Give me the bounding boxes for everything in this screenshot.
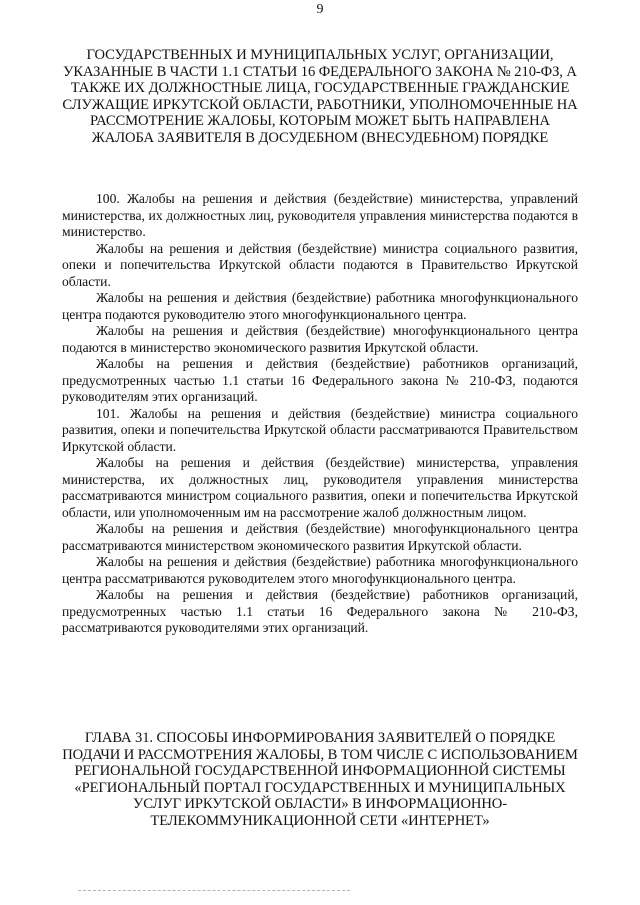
chapter-heading: ГЛАВА 31. СПОСОБЫ ИНФОРМИРОВАНИЯ ЗАЯВИТЕЛЕЙ О ПОРЯДКЕ ПОДАЧИ И РАССМОТРЕНИЯ ЖАЛОБЫ, В ТОМ ЧИСЛЕ С ИСПОЛЬЗОВАНИЕМ РЕГИОНАЛЬНОЙ ГОСУДАРСТВЕННОЙ ИНФОРМАЦИОННОЙ СИСТЕМЫ «РЕГИОНАЛЬНЫЙ ПОРТАЛ ГОСУДАРСТВЕННЫХ И МУНИЦИПАЛЬНЫХ УСЛУГ ИРКУТСКОЙ ОБЛАСТИ» В ИНФОРМАЦИОННО-ТЕЛЕКОММУНИКАЦИОННОЙ СЕТИ «ИНТЕРНЕТ»: [62, 730, 578, 829]
paragraph: 101. Жалобы на решения и действия (бездействие) министра социального развития, опеки и попечительства Иркутской области рассматриваются Правительством Иркутской области.: [62, 405, 578, 454]
paragraph: Жалобы на решения и действия (бездействие) работника многофункционального центра подаются руководителю этого многофункционального центра.: [62, 290, 578, 322]
footer-divider: [78, 890, 350, 891]
paragraph: Жалобы на решения и действия (бездействие) многофункционального центра подаются в министерство экономического развития Иркутской области.: [62, 323, 578, 355]
paragraph: 100. Жалобы на решения и действия (бездействие) министерства, управлений министерства, их должностных лиц, руководителя управления министерства подаются в министерство.: [62, 191, 578, 239]
paragraph: Жалобы на решения и действия (бездействие) работника многофункционального центра рассматриваются руководителем этого многофункционального центра.: [62, 554, 578, 586]
page-number: 9: [316, 2, 324, 17]
paragraph: Жалобы на решения и действия (бездействие) многофункционального центра рассматриваются министерством экономического развития Иркутской области.: [62, 521, 578, 553]
section-heading: ГОСУДАРСТВЕННЫХ И МУНИЦИПАЛЬНЫХ УСЛУГ, ОРГАНИЗАЦИИ, УКАЗАННЫЕ В ЧАСТИ 1.1 СТАТЬИ 16 ФЕДЕРАЛЬНОГО ЗАКОНА № 210-ФЗ, А ТАКЖЕ ИХ ДОЛЖНОСТНЫЕ ЛИЦА, ГОСУДАРСТВЕННЫЕ ГРАЖДАНСКИЕ СЛУЖАЩИЕ ИРКУТСКОЙ ОБЛАСТИ, РАБОТНИКИ, УПОЛНОМОЧЕННЫЕ НА РАССМОТРЕНИЕ ЖАЛОБЫ, КОТОРЫМ МОЖЕТ БЫТЬ НАПРАВЛЕНА ЖАЛОБА ЗАЯВИТЕЛЯ В ДОСУДЕБНОМ (ВНЕСУДЕБНОМ) ПОРЯДКЕ: [62, 47, 578, 146]
paragraph: Жалобы на решения и действия (бездействие) министерства, управления министерства, их должностных лиц, руководителя управления министерства рассматриваются министром социального развития, опеки и попечительства Иркутской области, или уполномоченным им на рассмотрение жалоб должностным лицом.: [62, 455, 578, 520]
paragraph: Жалобы на решения и действия (бездействие) министра социального развития, опеки и попечительства Иркутской области подаются в Правительство Иркутской области.: [62, 240, 578, 289]
paragraph: Жалобы на решения и действия (бездействие) работников организаций, предусмотренных частью 1.1 статьи 16 Федерального закона № 210-ФЗ, рассматриваются руководителями этих организаций.: [62, 587, 578, 635]
body-text: [62, 191, 578, 637]
paragraph: Жалобы на решения и действия (бездействие) работников организаций, предусмотренных частью 1.1 статьи 16 Федерального закона № 210-ФЗ, подаются руководителям этих организаций.: [62, 356, 578, 404]
